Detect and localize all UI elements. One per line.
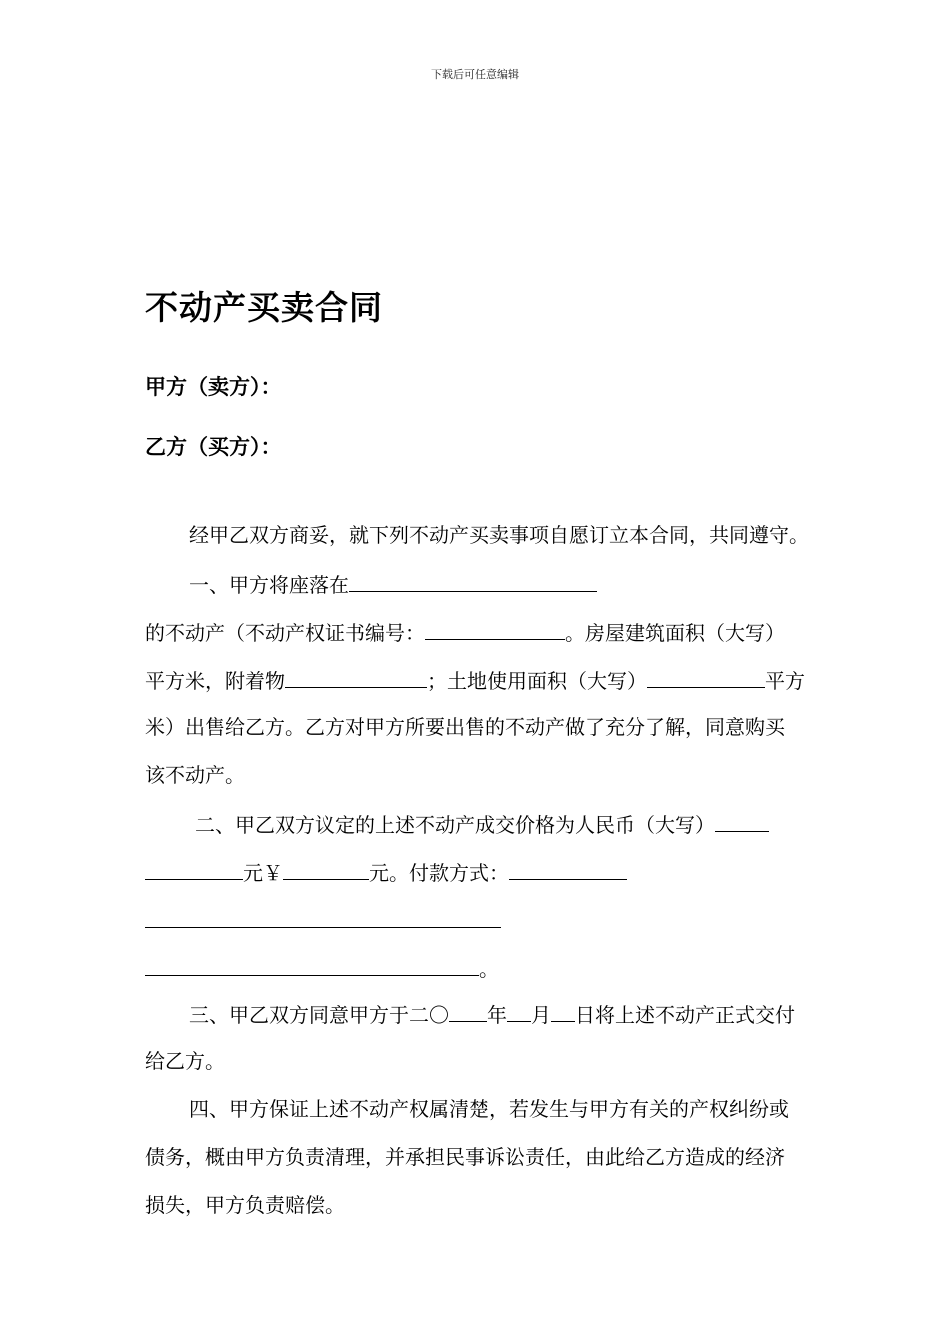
clause-3-text: 三、甲乙双方同意甲方于二〇 [189,1003,449,1027]
certificate-number-blank[interactable] [425,619,565,640]
clause-1-line-3 [145,667,805,693]
price-uppercase-blank-cont[interactable] [145,859,243,880]
clause-4-line-3 [145,1193,345,1217]
clause-1-line-4 [145,715,785,739]
clause-1-text: 平方米，附着物 [145,669,285,693]
clause-3-line-1 [189,1001,795,1027]
clause-3-line-2 [145,1049,225,1073]
year-blank[interactable] [449,1001,487,1022]
clause-4-text: 损失，甲方负责赔偿。 [145,1193,345,1217]
month-blank[interactable] [507,1001,531,1022]
clause-2-line-3 [145,907,501,933]
day-blank[interactable] [551,1001,575,1022]
header-note: 下载后可任意编辑 [431,68,519,81]
clause-1-line-2 [145,619,785,645]
property-location-blank[interactable] [349,571,597,592]
payment-method-blank-3[interactable] [145,955,479,976]
intro-paragraph [189,523,809,547]
land-area-blank[interactable] [647,667,765,688]
contract-title: 不动产买卖合同 [145,288,383,327]
clause-2-line-1 [195,811,769,837]
clause-3-text: 年 [487,1003,507,1027]
price-uppercase-blank[interactable] [715,811,769,832]
clause-4-text: 债务，概由甲方负责清理，并承担民事诉讼责任，由此给乙方造成的经济 [145,1145,785,1169]
clause-4-text: 四、甲方保证上述不动产权属清楚，若发生与甲方有关的产权纠纷或 [189,1097,789,1121]
payment-method-blank[interactable] [509,859,627,880]
party-b-label: 乙方（买方）： [145,435,282,459]
clause-4-line-2 [145,1145,785,1169]
clause-2-text: 元￥ [243,861,283,885]
clause-3-text: 给乙方。 [145,1049,225,1073]
attachments-blank[interactable] [285,667,427,688]
clause-1-text: 平方 [765,669,805,693]
clause-3-text: 月 [531,1003,551,1027]
clause-1-text: 该不动产。 [145,763,245,787]
clause-3-text: 日将上述不动产正式交付 [575,1003,795,1027]
party-a-label: 甲方（卖方）： [145,375,282,399]
clause-4-line-1 [189,1097,789,1121]
price-numeric-blank[interactable] [283,859,369,880]
clause-2-text: 元。付款方式： [369,861,509,885]
clause-2-line-4 [145,955,499,981]
clause-1-line-5 [145,763,245,787]
clause-1-text: ；土地使用面积（大写） [427,669,647,693]
clause-1-text: 一、甲方将座落在 [189,573,349,597]
clause-1-line-1 [189,571,597,597]
clause-1-text: 的不动产（不动产权证书编号： [145,621,425,645]
clause-1-text: 米）出售给乙方。乙方对甲方所要出售的不动产做了充分了解，同意购买 [145,715,785,739]
clause-2-end: 。 [479,957,499,981]
clause-2-text: 二、甲乙双方议定的上述不动产成交价格为人民币（大写） [195,813,715,837]
intro-text: 经甲乙双方商妥，就下列不动产买卖事项自愿订立本合同，共同遵守。 [189,523,809,547]
clause-1-text: 。房屋建筑面积（大写） [565,621,785,645]
clause-2-line-2 [145,859,627,885]
payment-method-blank-2[interactable] [145,907,501,928]
